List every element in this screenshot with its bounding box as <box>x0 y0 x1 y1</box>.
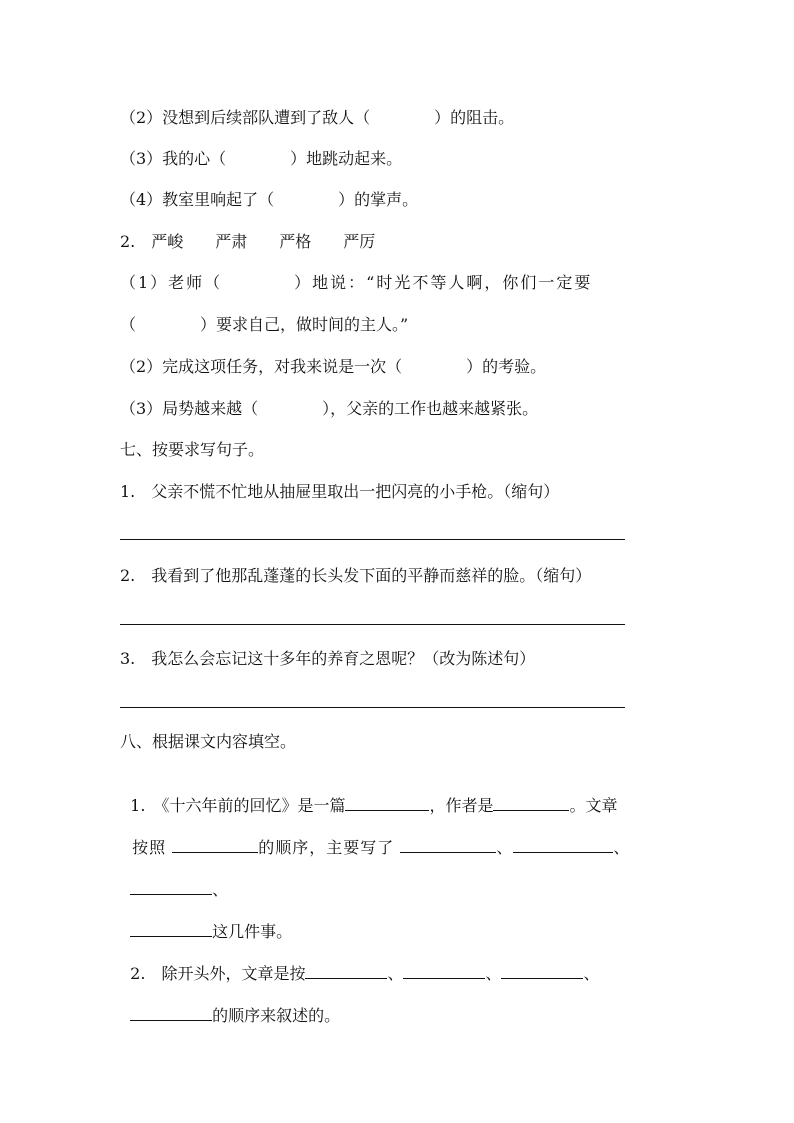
q1-item-4: （4）教室里响起了（ ）的掌声。 <box>120 190 419 209</box>
sep-3: 、 <box>212 880 229 899</box>
q1-prefix: 1. 《十六年前的回忆》是一篇 <box>130 796 346 815</box>
q1-mid: ，作者是 <box>429 796 494 815</box>
blank-sequence-1[interactable] <box>305 964 387 979</box>
section-8-q2-line-2 <box>120 983 340 1027</box>
blank-author[interactable] <box>493 796 569 811</box>
blank-event-4[interactable] <box>130 922 212 937</box>
answer-line-7-1[interactable] <box>120 539 625 540</box>
blank-sequence-4[interactable] <box>130 1006 212 1021</box>
section-8-q1-line-1 <box>120 773 617 817</box>
section-7-item-1: 1. 父亲不慌不忙地从抽屉里取出一把闪亮的小手枪。（缩句） <box>120 482 560 501</box>
q1-line2-mid: 的顺序，主要写了 <box>258 838 395 857</box>
section-8-q1-line-2 <box>120 815 630 859</box>
blank-sequence-2[interactable] <box>403 964 485 979</box>
section-8-title: 八、根据课文内容填空。 <box>120 732 297 751</box>
q2-item-1-line-a: （1）老师（ ）地说：“时光不等人啊，你们一定要 <box>120 273 593 292</box>
blank-event-2[interactable] <box>513 838 613 853</box>
answer-line-7-2[interactable] <box>120 624 625 625</box>
q2-sep-3: 、 <box>583 964 600 983</box>
q1-suffix: 。文章 <box>569 796 618 815</box>
q2-item-1-line-b: （ ）要求自己，做时间的主人。” <box>120 315 409 334</box>
q2-sep-2: 、 <box>485 964 502 983</box>
section-8-q1-line-3 <box>120 857 228 901</box>
q1-item-2: （2）没想到后续部队遭到了敌人（ ）的阻击。 <box>120 108 515 127</box>
q2-word-options: 2. 严峻 严肃 严格 严厉 <box>120 232 376 251</box>
blank-order[interactable] <box>172 838 258 853</box>
sep-2: 、 <box>613 838 631 857</box>
blank-event-3[interactable] <box>130 880 212 895</box>
sep-1: 、 <box>496 838 514 857</box>
q1-line2-prefix: 按照 <box>132 838 167 857</box>
section-7-item-3: 3. 我怎么会忘记这十多年的养育之恩呢？（改为陈述句） <box>120 649 536 668</box>
section-8-q2-line-1 <box>120 941 600 985</box>
blank-genre[interactable] <box>345 796 429 811</box>
section-7-title: 七、按要求写句子。 <box>120 440 265 459</box>
q2-item-3: （3）局势越来越（ ），父亲的工作也越来越紧张。 <box>120 399 539 418</box>
q1-last-suffix: 这几件事。 <box>212 922 293 941</box>
q2-sep-1: 、 <box>387 964 404 983</box>
q2-prefix: 2. 除开头外，文章是按 <box>130 964 306 983</box>
section-8-q1-line-4 <box>120 899 292 943</box>
blank-sequence-3[interactable] <box>501 964 583 979</box>
q2-item-2: （2）完成这项任务，对我来说是一次（ ）的考验。 <box>120 357 547 376</box>
blank-event-1[interactable] <box>400 838 496 853</box>
section-7-item-2: 2. 我看到了他那乱蓬蓬的长头发下面的平静而慈祥的脸。（缩句） <box>120 566 592 585</box>
q1-item-3: （3）我的心（ ）地跳动起来。 <box>120 149 403 168</box>
answer-line-7-3[interactable] <box>120 707 625 708</box>
q2-suffix: 的顺序来叙述的。 <box>212 1006 341 1025</box>
